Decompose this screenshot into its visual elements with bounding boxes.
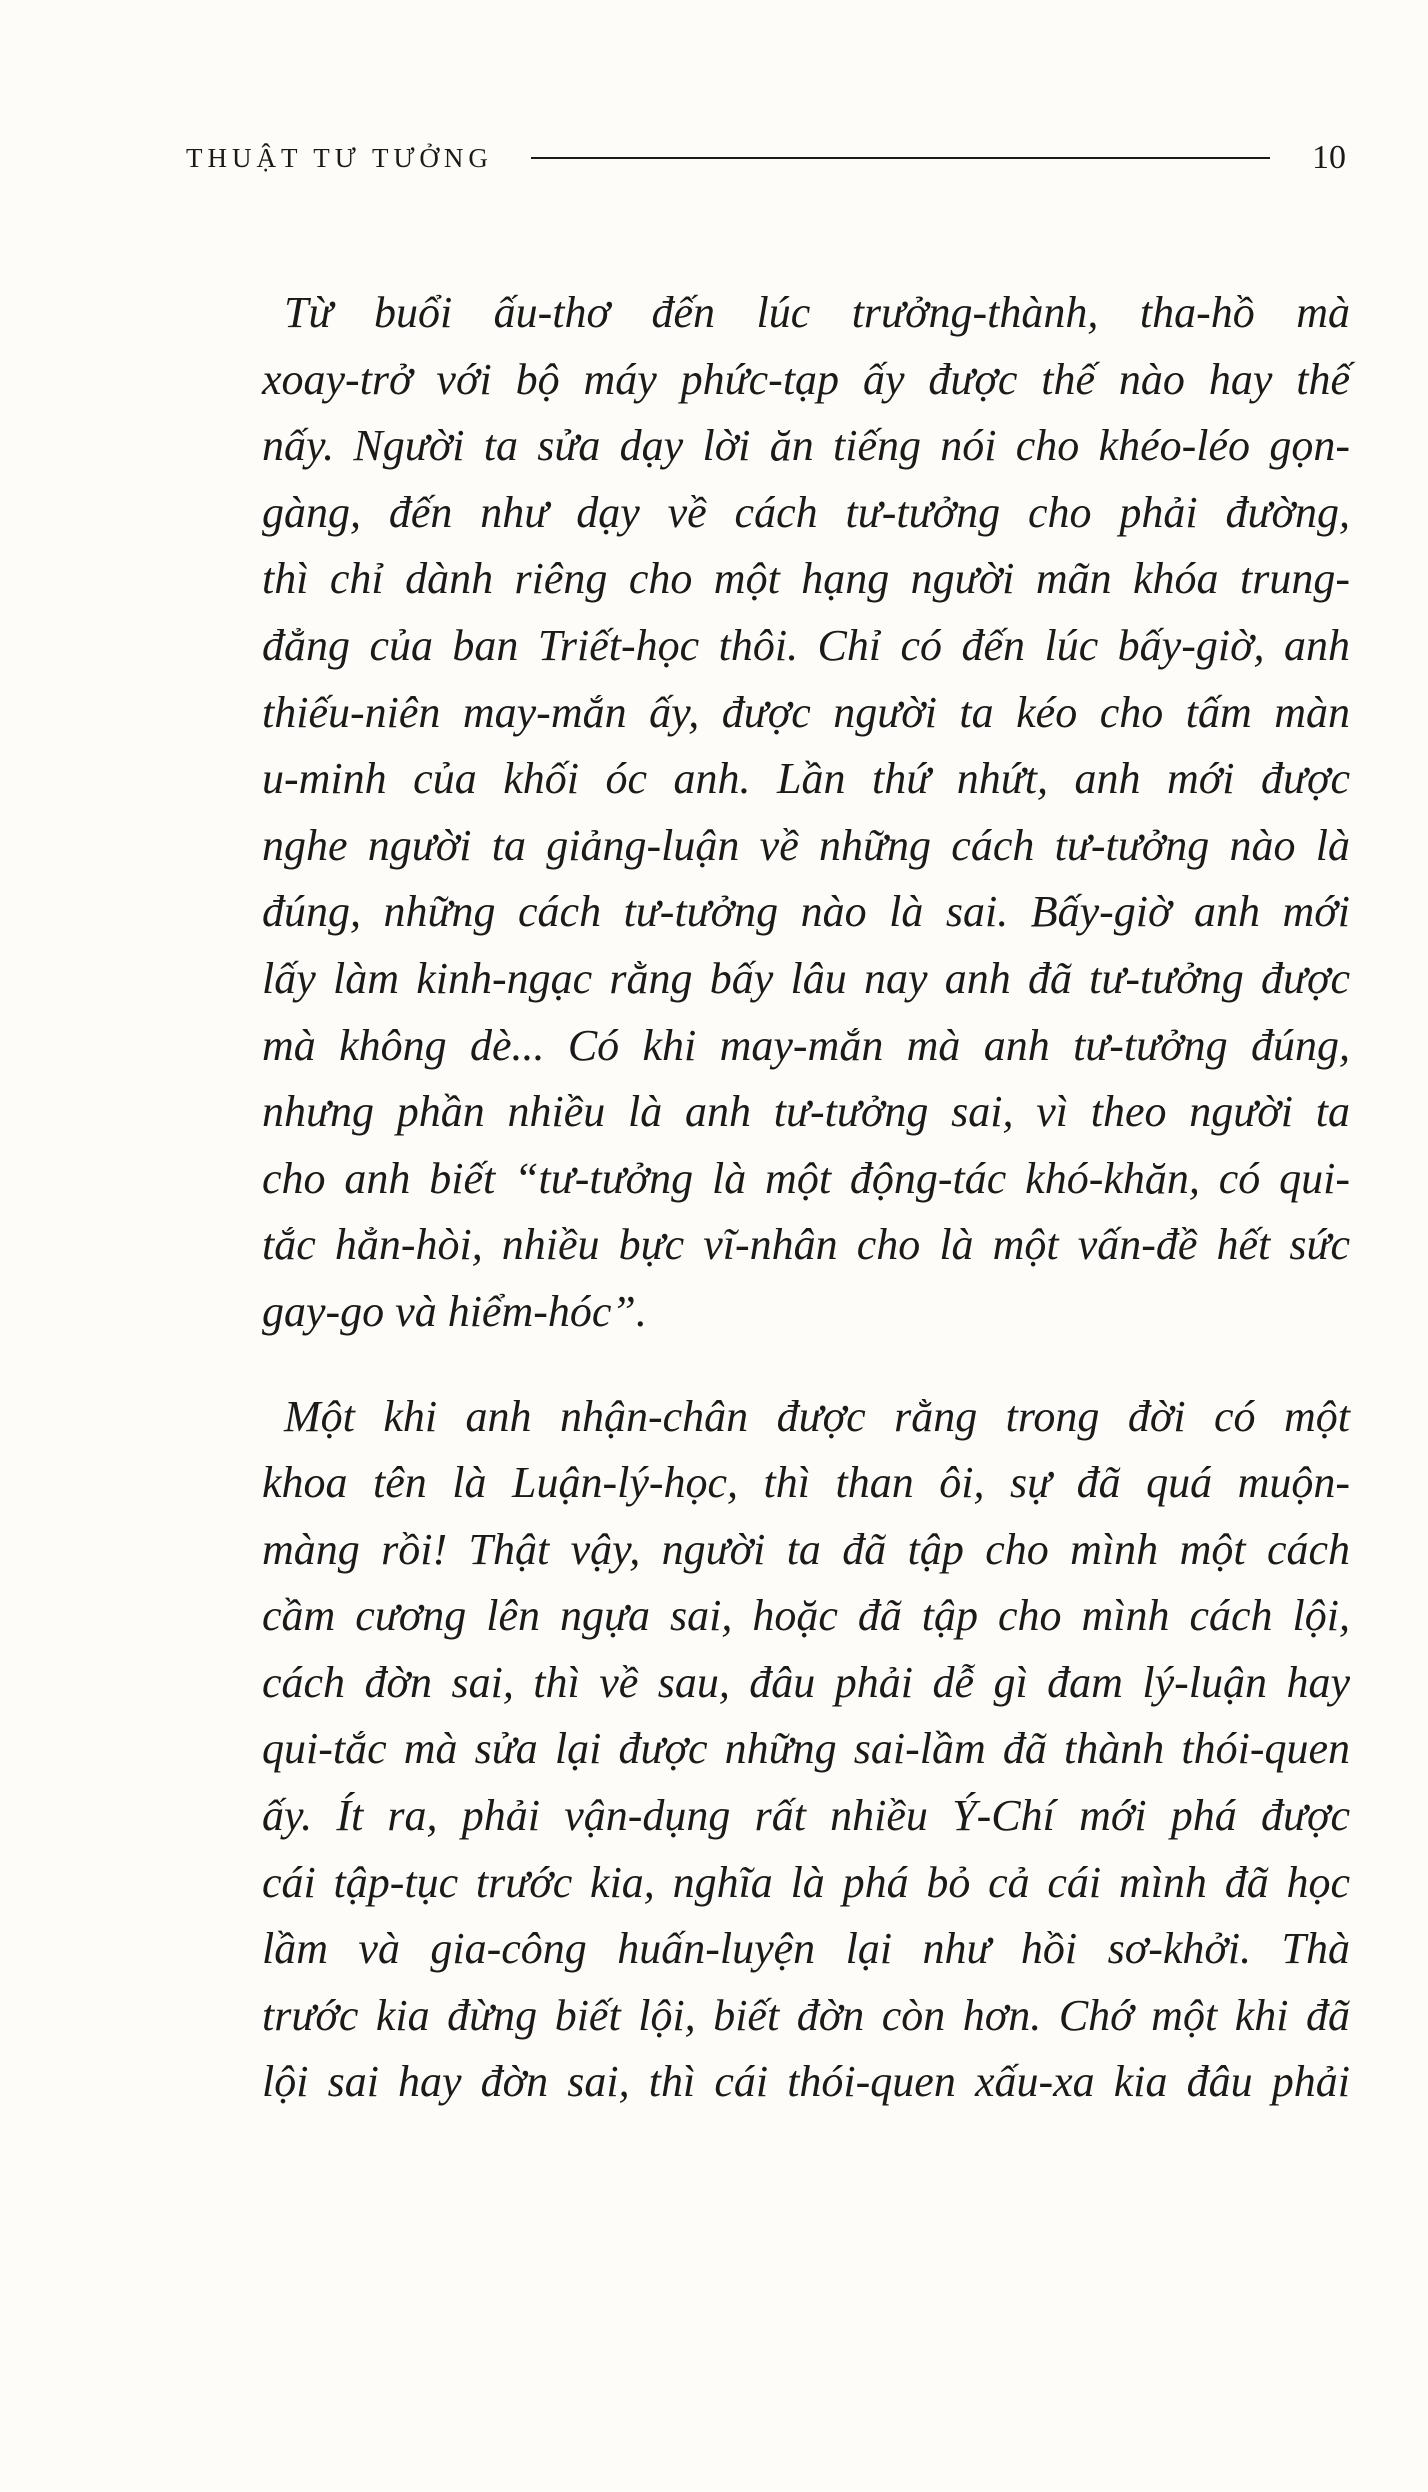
text-line: trước kia đừng biết lội, biết đờn còn hơn. Chớ một khi đã [262,1990,1350,2040]
running-header-title: THUẬT TƯ TƯỞNG [186,142,493,173]
text-line: lấy làm kinh-ngạc rằng bấy lâu nay anh đã tư-tưởng được [262,953,1350,1003]
text-line: cho anh biết “tư-tưởng là một động-tác khó-khăn, có qui- [262,1153,1350,1203]
paragraph-1 [262,280,1350,1346]
text-line: Từ buổi ấu-thơ đến lúc trưởng-thành, tha-hồ mà [284,288,1350,337]
text-line: gay-go và hiểm-hóc”. [262,1286,647,1336]
page-number: 10 [1312,139,1346,176]
text-line: tắc hẳn-hòi, nhiều bực vĩ-nhân cho là một vấn-đề hết sức [262,1220,1350,1270]
text-line: lội sai hay đờn sai, thì cái thói-quen xấu-xa kia đâu phải [262,2057,1350,2107]
text-line: xoay-trở với bộ máy phức-tạp ấy được thế nào hay thế [262,354,1350,404]
text-line: mà không dè... Có khi may-mắn mà anh tư-tưởng đúng, [262,1020,1350,1070]
text-line: thiếu-niên may-mắn ấy, được người ta kéo cho tấm màn [262,687,1350,737]
text-line: đúng, những cách tư-tưởng nào là sai. Bấy-giờ anh mới [262,887,1350,937]
text-line: lầm và gia-công huấn-luyện lại như hồi sơ-khởi. Thà [262,1924,1350,1974]
text-line: qui-tắc mà sửa lại được những sai-lầm đã thành thói-quen [262,1724,1350,1774]
text-line: nhưng phần nhiều là anh tư-tưởng sai, vì theo người ta [262,1087,1350,1137]
header-rule [531,157,1270,159]
text-line: cầm cương lên ngựa sai, hoặc đã tập cho mình cách lội, [262,1591,1350,1641]
text-line: cách đờn sai, thì về sau, đâu phải dễ gì đam lý-luận hay [262,1657,1350,1707]
text-line: gàng, đến như dạy về cách tư-tưởng cho phải đường, [262,487,1350,537]
text-line: nghe người ta giảng-luận về những cách tư-tưởng nào là [262,820,1350,870]
text-line: khoa tên là Luận-lý-học, thì than ôi, sự đã quá muộn- [262,1458,1350,1508]
text-line: đẳng của ban Triết-học thôi. Chỉ có đến lúc bấy-giờ, anh [262,620,1350,670]
text-line: cái tập-tục trước kia, nghĩa là phá bỏ cả cái mình đã học [262,1857,1350,1907]
body-text [262,280,1350,2116]
text-line: Một khi anh nhận-chân được rằng trong đời có một [284,1391,1350,1441]
text-line: ấy. Ít ra, phải vận-dụng rất nhiều Ý-Chí mới phá được [262,1791,1350,1841]
running-header [186,128,1346,188]
paragraph-2 [262,1384,1350,2117]
paragraph-spacing [262,1346,1350,1384]
text-line: thì chỉ dành riêng cho một hạng người mãn khóa trung- [262,554,1350,604]
text-line: màng rồi! Thật vậy, người ta đã tập cho mình một cách [262,1524,1350,1574]
text-line: u-minh của khối óc anh. Lần thứ nhứt, anh mới được [262,754,1350,804]
text-line: nấy. Người ta sửa dạy lời ăn tiếng nói cho khéo-léo gọn- [262,421,1350,471]
